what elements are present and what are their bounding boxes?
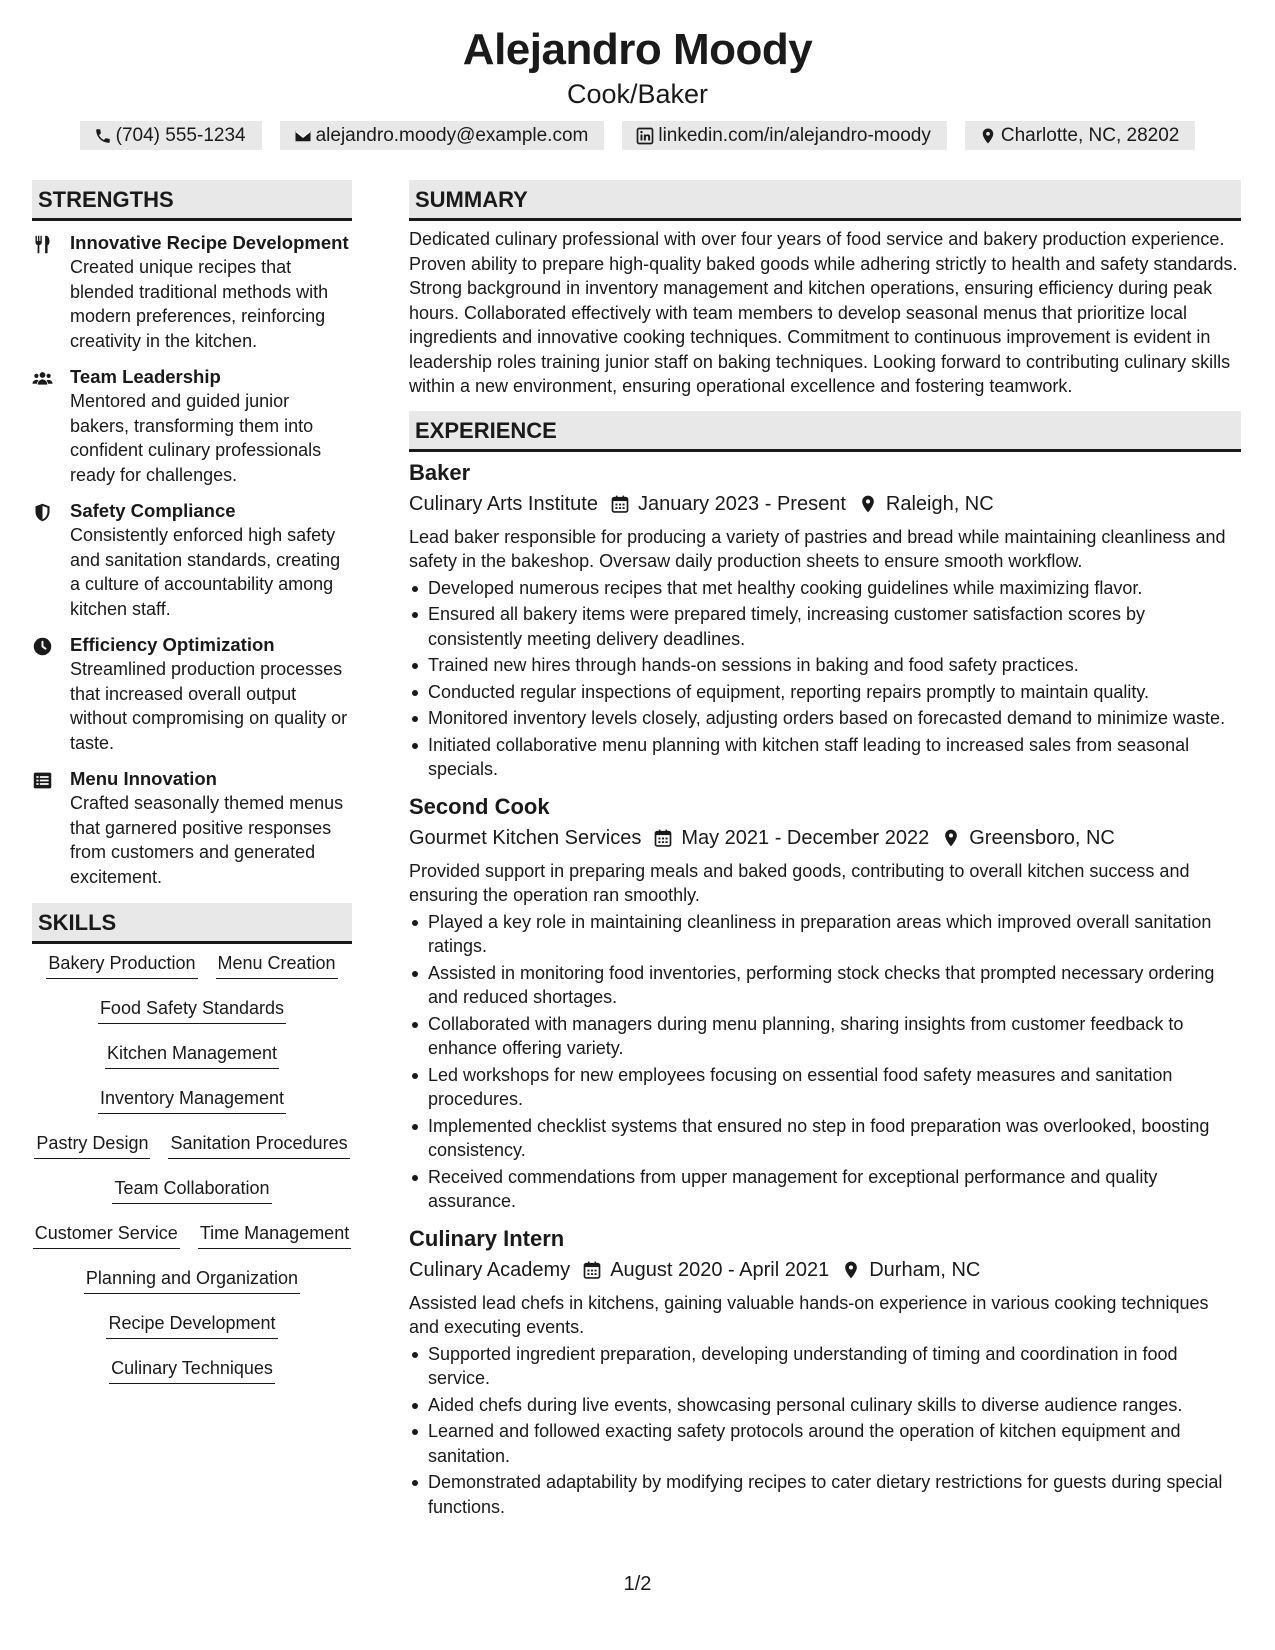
skill-tag: Food Safety Standards bbox=[98, 995, 286, 1024]
strength-title: Team Leadership bbox=[70, 366, 221, 387]
contact-linkedin-text[interactable]: linkedin.com/in/alejandro-moody bbox=[658, 124, 931, 146]
map-pin-icon bbox=[941, 828, 961, 848]
strengths-list bbox=[32, 231, 352, 889]
linkedin-icon bbox=[636, 127, 654, 145]
list-item: Assisted in monitoring food inventories, performing stock checks that prompted necessary ordering and reduced shortages. bbox=[409, 961, 1241, 1010]
skill-tag: Menu Creation bbox=[216, 950, 338, 979]
resume-header bbox=[0, 22, 1275, 150]
clock-icon bbox=[32, 636, 53, 657]
contact-phone-text: (704) 555-1234 bbox=[115, 124, 246, 146]
envelope-icon bbox=[294, 127, 312, 145]
summary-text: Dedicated culinary professional with over four years of food service and bakery production experience. Proven ability to prepare high-quality baked goods while adhering strictly to health and safety standards. Strong background in inventory management and kitchen operations, ensuring efficiency during peak hours. Collaborated effectively with team members to develop seasonal menus that prioritize local ingredients and innovative cooking techniques. Commitment to continuous improvement is evident in leadership roles training junior staff on baking techniques. Looking forward to contributing culinary skills within a new environment, ensuring operational excellence and fostering teamwork. bbox=[409, 229, 1238, 396]
contact-location bbox=[965, 121, 1196, 150]
list-item: Collaborated with managers during menu planning, sharing insights from customer feedback to enhance offering variety. bbox=[409, 1012, 1241, 1061]
job-entry bbox=[409, 458, 1241, 782]
job-description: Lead baker responsible for producing a variety of pastries and bread while maintaining cleanliness and safety in the bakeshop. Oversaw daily production sheets to ensure smooth workflow. bbox=[409, 526, 1226, 571]
job-meta bbox=[409, 1255, 1241, 1285]
job-dates: August 2020 - April 2021 bbox=[610, 1258, 830, 1281]
left-column bbox=[32, 180, 352, 1400]
contact-location-text: Charlotte, NC, 28202 bbox=[1000, 124, 1180, 146]
skill-tag: Time Management bbox=[198, 1220, 351, 1249]
job-description: Provided support in preparing meals and baked goods, contributing to overall kitchen success and ensuring the operation ran smoothly. bbox=[409, 860, 1190, 905]
skill-tag: Pastry Design bbox=[34, 1130, 150, 1159]
candidate-name: Alejandro Moody bbox=[462, 25, 813, 74]
map-pin-icon bbox=[858, 494, 878, 514]
strength-desc: Crafted seasonally themed menus that garnered positive responses from customers and generated excitement. bbox=[70, 793, 344, 887]
job-location: Durham, NC bbox=[869, 1258, 981, 1281]
list-item: Received commendations from upper management for exceptional performance and quality assurance. bbox=[409, 1165, 1241, 1214]
skills-list bbox=[32, 950, 352, 1400]
users-icon bbox=[32, 368, 53, 389]
list-item: Trained new hires through hands-on sessions in baking and food safety practices. bbox=[409, 653, 1241, 678]
strength-title: Safety Compliance bbox=[70, 500, 236, 521]
list-item: Conducted regular inspections of equipment, reporting repairs promptly to maintain quality. bbox=[409, 680, 1241, 705]
job-meta bbox=[409, 489, 1241, 519]
calendar-icon bbox=[582, 1260, 602, 1280]
skill-tag: Kitchen Management bbox=[105, 1040, 279, 1069]
list-item: Led workshops for new employees focusing on essential food safety measures and sanitation procedures. bbox=[409, 1063, 1241, 1112]
calendar-icon bbox=[653, 828, 673, 848]
list-item: Supported ingredient preparation, developing understanding of timing and coordination in food service. bbox=[409, 1342, 1241, 1391]
list-item: Demonstrated adaptability by modifying recipes to cater dietary restrictions for guests during special functions. bbox=[409, 1470, 1241, 1519]
job-bullets bbox=[409, 576, 1241, 782]
job-location: Greensboro, NC bbox=[969, 826, 1115, 849]
strength-desc: Mentored and guided junior bakers, transforming them into confident culinary professionals ready for challenges. bbox=[70, 391, 322, 485]
contact-phone bbox=[80, 121, 262, 150]
job-location: Raleigh, NC bbox=[885, 492, 994, 515]
right-column bbox=[409, 180, 1241, 1529]
list-item: Initiated collaborative menu planning with kitchen staff leading to increased sales from seasonal specials. bbox=[409, 733, 1241, 782]
skill-tag: Sanitation Procedures bbox=[168, 1130, 349, 1159]
strength-desc: Created unique recipes that blended traditional methods with modern preferences, reinforcing creativity in the kitchen. bbox=[70, 257, 329, 351]
strength-title: Efficiency Optimization bbox=[70, 634, 275, 655]
list-item: Monitored inventory levels closely, adjusting orders based on forecasted demand to minimize waste. bbox=[409, 706, 1241, 731]
map-pin-icon bbox=[841, 1260, 861, 1280]
strength-item bbox=[32, 231, 352, 353]
job-company: Culinary Academy bbox=[409, 1258, 571, 1281]
skill-tag: Recipe Development bbox=[106, 1310, 277, 1339]
skill-tag: Inventory Management bbox=[98, 1085, 286, 1114]
list-item: Learned and followed exacting safety protocols around the operation of kitchen equipment and sanitation. bbox=[409, 1419, 1241, 1468]
job-entry bbox=[409, 1224, 1241, 1520]
candidate-role: Cook/Baker bbox=[566, 79, 709, 109]
job-description: Assisted lead chefs in kitchens, gaining valuable hands-on experience in various cooking techniques and executing events. bbox=[409, 1292, 1209, 1337]
list-icon bbox=[32, 770, 53, 791]
skill-tag: Customer Service bbox=[33, 1220, 180, 1249]
strength-desc: Streamlined production processes that increased overall output without compromising on quality or taste. bbox=[70, 659, 348, 753]
skill-tag: Bakery Production bbox=[46, 950, 197, 979]
contact-email[interactable] bbox=[280, 121, 605, 150]
contact-linkedin[interactable] bbox=[622, 121, 946, 150]
summary-heading: SUMMARY bbox=[409, 180, 1241, 221]
strength-item bbox=[32, 499, 352, 621]
skill-tag: Team Collaboration bbox=[112, 1175, 271, 1204]
strength-title: Innovative Recipe Development bbox=[70, 232, 349, 253]
job-company: Culinary Arts Institute bbox=[409, 492, 598, 515]
strengths-heading: STRENGTHS bbox=[32, 180, 352, 221]
page-number: 1/2 bbox=[623, 1573, 652, 1595]
calendar-icon bbox=[610, 494, 630, 514]
list-item: Developed numerous recipes that met healthy cooking guidelines while maximizing flavor. bbox=[409, 576, 1241, 601]
list-item: Aided chefs during live events, showcasing personal culinary skills to diverse audience ranges. bbox=[409, 1393, 1241, 1418]
list-item: Ensured all bakery items were prepared timely, increasing customer satisfaction scores by consistently meeting delivery deadlines. bbox=[409, 602, 1241, 651]
contact-email-text[interactable]: alejandro.moody@example.com bbox=[315, 124, 589, 146]
job-dates: January 2023 - Present bbox=[637, 492, 846, 515]
strength-item bbox=[32, 365, 352, 487]
job-title: Baker bbox=[409, 459, 471, 485]
skill-tag: Planning and Organization bbox=[84, 1265, 300, 1294]
contact-bar bbox=[0, 121, 1275, 150]
list-item: Implemented checklist systems that ensured no step in food preparation was overlooked, boosting consistency. bbox=[409, 1114, 1241, 1163]
job-dates: May 2021 - December 2022 bbox=[681, 826, 930, 849]
job-company: Gourmet Kitchen Services bbox=[409, 826, 642, 849]
job-title: Second Cook bbox=[409, 793, 550, 819]
job-title: Culinary Intern bbox=[409, 1225, 565, 1251]
strength-desc: Consistently enforced high safety and sanitation standards, creating a culture of accountability among kitchen staff. bbox=[70, 525, 341, 619]
job-bullets bbox=[409, 1342, 1241, 1520]
list-item: Played a key role in maintaining cleanliness in preparation areas which improved overall sanitation ratings. bbox=[409, 910, 1241, 959]
experience-heading: EXPERIENCE bbox=[409, 411, 1241, 452]
shield-icon bbox=[32, 502, 53, 523]
phone-icon bbox=[94, 127, 112, 145]
skill-tag: Culinary Techniques bbox=[109, 1355, 275, 1384]
strength-item bbox=[32, 767, 352, 889]
job-meta bbox=[409, 823, 1241, 853]
utensils-icon bbox=[32, 234, 53, 255]
job-entry bbox=[409, 792, 1241, 1214]
map-pin-icon bbox=[979, 127, 997, 145]
strength-title: Menu Innovation bbox=[70, 768, 217, 789]
job-bullets bbox=[409, 910, 1241, 1214]
strength-item bbox=[32, 633, 352, 755]
skills-heading: SKILLS bbox=[32, 903, 352, 944]
